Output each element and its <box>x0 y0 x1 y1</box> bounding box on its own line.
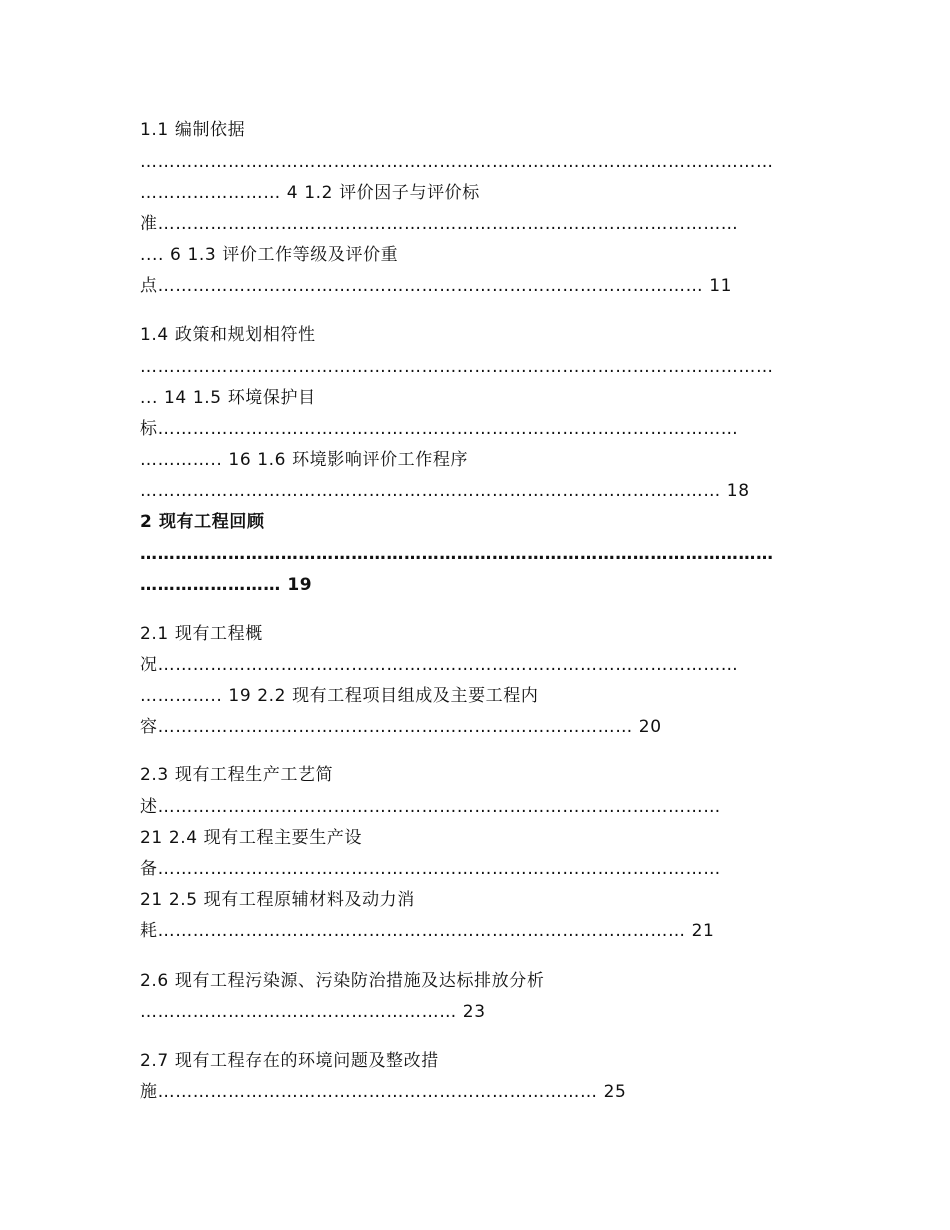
toc-line: …………………… 19 <box>140 575 313 595</box>
toc-line: 况……………………………………………………………………………………… <box>140 655 739 675</box>
toc-line: 备…………………………………………………………………………………… <box>140 859 721 879</box>
toc-line: 2.7 现有工程存在的环境问题及整改措 <box>140 1051 439 1071</box>
toc-line: 述…………………………………………………………………………………… <box>140 797 721 817</box>
toc-line: ……………………………………………………………………………………………… <box>140 544 774 564</box>
toc-line: .... 6 1.3 评价工作等级及评价重 <box>140 245 399 265</box>
toc-line: ………….. 16 1.6 环境影响评价工作程序 <box>140 450 469 470</box>
toc-line: 2.1 现有工程概 <box>140 624 263 644</box>
toc-line: ……………………………………………………………………………………………… <box>140 152 774 172</box>
toc-line: ……………………………………………………………………………………………… <box>140 357 774 377</box>
toc-line: ……………………………………………………………………………………… 18 <box>140 481 750 501</box>
toc-line: 21 2.5 现有工程原辅材料及动力消 <box>140 890 415 910</box>
toc-line: ……………………………………………… 23 <box>140 1002 486 1022</box>
toc-line: 容……………………………………………………………………… 20 <box>140 717 662 737</box>
toc-chapter-heading: 2 现有工程回顾 <box>140 512 265 532</box>
toc-line: 施………………………………………………………………… 25 <box>140 1082 627 1102</box>
toc-line: 耗……………………………………………………………………………… 21 <box>140 921 715 941</box>
toc-line: 1.1 编制依据 <box>140 120 246 140</box>
toc-line: 准……………………………………………………………………………………… <box>140 214 739 234</box>
toc-line: 2.6 现有工程污染源、污染防治措施及达标排放分析 <box>140 971 545 991</box>
toc-line: 点………………………………………………………………………………… 11 <box>140 276 733 296</box>
toc-line: ... 14 1.5 环境保护目 <box>140 388 316 408</box>
toc-line: …………………… 4 1.2 评价因子与评价标 <box>140 183 480 203</box>
toc-line: 标……………………………………………………………………………………… <box>140 419 739 439</box>
toc-line: 1.4 政策和规划相符性 <box>140 325 316 345</box>
toc-line: 21 2.4 现有工程主要生产设 <box>140 828 363 848</box>
toc-line: 2.3 现有工程生产工艺简 <box>140 765 334 785</box>
toc-line: ………….. 19 2.2 现有工程项目组成及主要工程内 <box>140 686 539 706</box>
